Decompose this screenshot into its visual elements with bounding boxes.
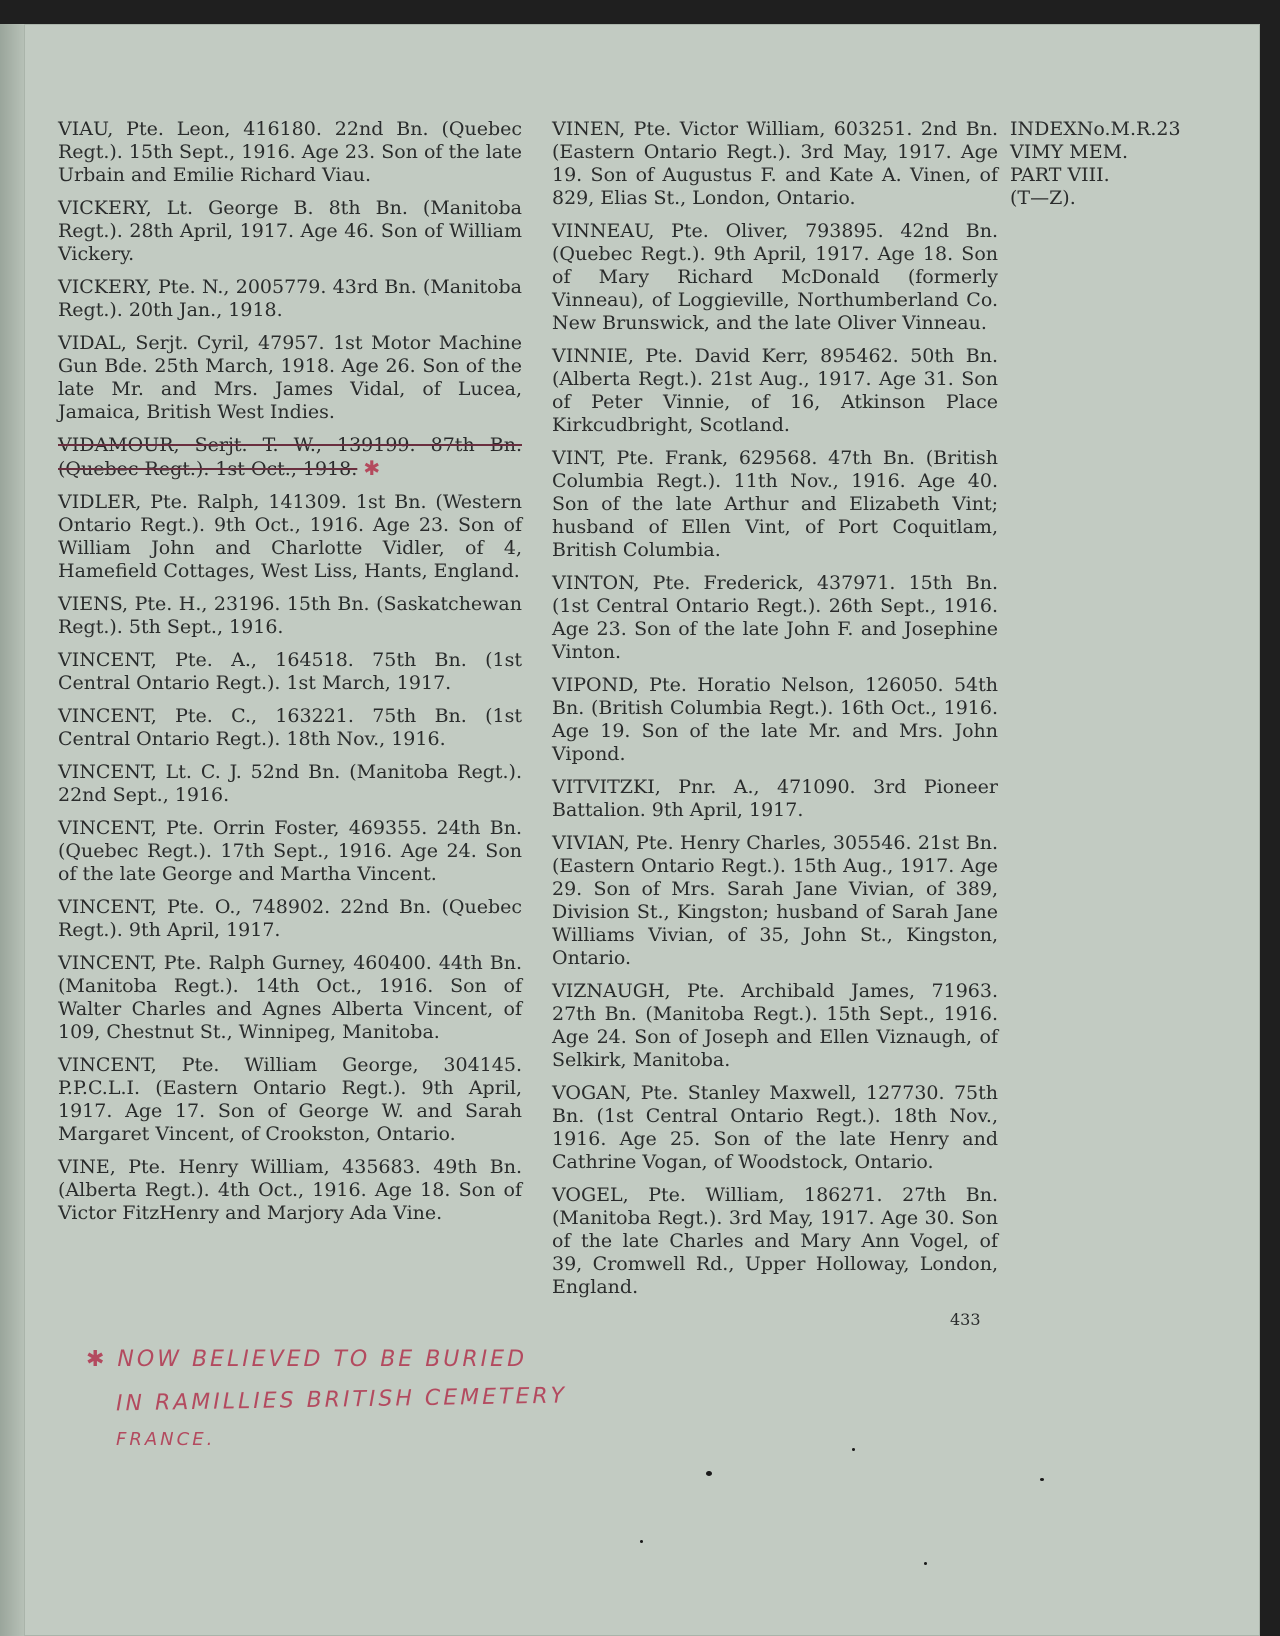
register-entry: VIPOND, Pte. Horatio Nelson, 126050. 54th Bn. (British Columbia Regt.). 16th Oct., 1916. Age 19. Son of the late Mr. and Mrs. John Vipond. (552, 674, 998, 765)
register-entry: VINCENT, Pte. Orrin Foster, 469355. 24th Bn. (Quebec Regt.). 17th Sept., 1916. Age 24. Son of the late George and Martha Vincent. (58, 817, 522, 885)
register-entry: VINE, Pte. Henry William, 435683. 49th Bn. (Alberta Regt.). 4th Oct., 1916. Age 18. Son of Victor FitzHenry and Marjory Ada Vine. (58, 1156, 522, 1224)
register-entry: VOGEL, Pte. William, 186271. 27th Bn. (Manitoba Regt.). 3rd May, 1917. Age 30. Son of the late Charles and Mary Ann Vogel, of 39, Cromwell Rd., Upper Holloway, London, England. (552, 1184, 998, 1298)
annotation-line: FRANCE. (116, 1429, 216, 1450)
register-entry: VIZNAUGH, Pte. Archibald James, 71963. 27th Bn. (Manitoba Regt.). 15th Sept., 1916. Age 24. Son of Joseph and Ellen Viznaugh, of Selkirk, Manitoba. (552, 980, 998, 1071)
register-entry: VINCENT, Pte. Ralph Gurney, 460400. 44th Bn. (Manitoba Regt.). 14th Oct., 1916. Son of Walter Charles and Agnes Alberta Vincent, of 109, Chestnut St., Winnipeg, Manitoba. (58, 952, 522, 1043)
page-number: 433 (950, 1310, 981, 1329)
scan-speck (1040, 1478, 1044, 1481)
annotation-line: ✱ NOW BELIEVED TO BE BURIED (86, 1347, 528, 1372)
scan-speck (706, 1471, 712, 1476)
register-entry: VINCENT, Pte. C., 163221. 75th Bn. (1st Central Ontario Regt.). 18th Nov., 1916. (58, 705, 522, 750)
register-entry: VINT, Pte. Frank, 629568. 47th Bn. (British Columbia Regt.). 11th Nov., 1916. Age 40. Son of the late Arthur and Elizabeth Vint; husband of Ellen Vint, of Port Coquitlam, British Columbia. (552, 447, 998, 561)
handwritten-annotation (86, 1340, 646, 1460)
register-entry: VIDLER, Pte. Ralph, 141309. 1st Bn. (Western Ontario Regt.). 9th Oct., 1916. Age 23. Son of William John and Charlotte Vidler, of 4, Hamefield Cottages, West Liss, Hants, England. (58, 491, 522, 582)
register-entry: VINCENT, Pte. A., 164518. 75th Bn. (1st Central Ontario Regt.). 1st March, 1917. (58, 649, 522, 694)
register-entry: VICKERY, Pte. N., 2005779. 43rd Bn. (Manitoba Regt.). 20th Jan., 1918. (58, 276, 522, 321)
struck-entry-text: VIDAMOUR, Serjt. T. W., 139199. 87th Bn. (Quebec Regt.). 1st Oct., 1918. (58, 434, 522, 480)
register-entry: VOGAN, Pte. Stanley Maxwell, 127730. 75th Bn. (1st Central Ontario Regt.). 18th Nov., 1916. Age 25. Son of the late Henry and Cathrine Vogan, of Woodstock, Ontario. (552, 1082, 998, 1173)
register-entry: VINEN, Pte. Victor William, 603251. 2nd Bn. (Eastern Ontario Regt.). 3rd May, 1917. Age 19. Son of Augustus F. and Kate A. Vinen, of 829, Elias St., London, Ontario. (552, 118, 998, 209)
page-binding-edge (0, 24, 24, 1636)
annotation-line: IN RAMILLIES BRITISH CEMETERY (115, 1383, 568, 1417)
index-reference (1010, 118, 1181, 210)
index-number: INDEXNo.M.R.23 (1010, 118, 1181, 140)
letter-range: (T—Z). (1010, 187, 1076, 209)
register-entry: VIENS, Pte. H., 23196. 15th Bn. (Saskatchewan Regt.). 5th Sept., 1916. (58, 593, 522, 638)
struck-out-entry (58, 434, 522, 481)
register-entry: VINCENT, Pte. O., 748902. 22nd Bn. (Quebec Regt.). 9th April, 1917. (58, 896, 522, 941)
middle-column (552, 118, 998, 1309)
register-entry: VINCENT, Pte. William George, 304145. P.P.C.L.I. (Eastern Ontario Regt.). 9th April, 1917. Age 17. Son of George W. and Sarah Margaret Vincent, of Crookston, Ontario. (58, 1054, 522, 1145)
part-number: PART VIII. (1010, 164, 1110, 186)
register-entry: VITVITZKI, Pnr. A., 471090. 3rd Pioneer Battalion. 9th April, 1917. (552, 776, 998, 821)
register-entry: VIVIAN, Pte. Henry Charles, 305546. 21st Bn. (Eastern Ontario Regt.). 15th Aug., 1917. Age 29. Son of Mrs. Sarah Jane Vivian, of 389, Division St., Kingston; husband of Sarah Jane Williams Vivian, of 35, John St., Kingston, Ontario. (552, 832, 998, 969)
register-entry: VINNEAU, Pte. Oliver, 793895. 42nd Bn. (Quebec Regt.). 9th April, 1917. Age 18. Son of Mary Richard McDonald (formerly Vinneau), of Loggieville, Northumberland Co. New Brunswick, and the late Oliver Vinneau. (552, 220, 998, 334)
asterisk-mark-icon: ✱ (363, 456, 381, 480)
scan-speck (852, 1448, 855, 1451)
register-entry: VINCENT, Lt. C. J. 52nd Bn. (Manitoba Regt.). 22nd Sept., 1916. (58, 761, 522, 806)
register-entry: VINTON, Pte. Frederick, 437971. 15th Bn. (1st Central Ontario Regt.). 26th Sept., 1916. Age 23. Son of the late John F. and Josephine Vinton. (552, 572, 998, 663)
scan-speck (640, 1540, 643, 1543)
register-entry: VIDAL, Serjt. Cyril, 47957. 1st Motor Machine Gun Bde. 25th March, 1918. Age 26. Son of the late Mr. and Mrs. James Vidal, of Lucea, Jamaica, British West Indies. (58, 332, 522, 423)
left-column (58, 118, 522, 1235)
scan-speck (924, 1562, 927, 1565)
memorial-name: VIMY MEM. (1010, 141, 1129, 163)
register-entry: VINNIE, Pte. David Kerr, 895462. 50th Bn. (Alberta Regt.). 21st Aug., 1917. Age 31. Son of Peter Vinnie, of 16, Atkinson Place Kirkcudbright, Scotland. (552, 345, 998, 436)
register-entry: VIAU, Pte. Leon, 416180. 22nd Bn. (Quebec Regt.). 15th Sept., 1916. Age 23. Son of the late Urbain and Emilie Richard Viau. (58, 118, 522, 186)
register-entry: VICKERY, Lt. George B. 8th Bn. (Manitoba Regt.). 28th April, 1917. Age 46. Son of William Vickery. (58, 197, 522, 265)
